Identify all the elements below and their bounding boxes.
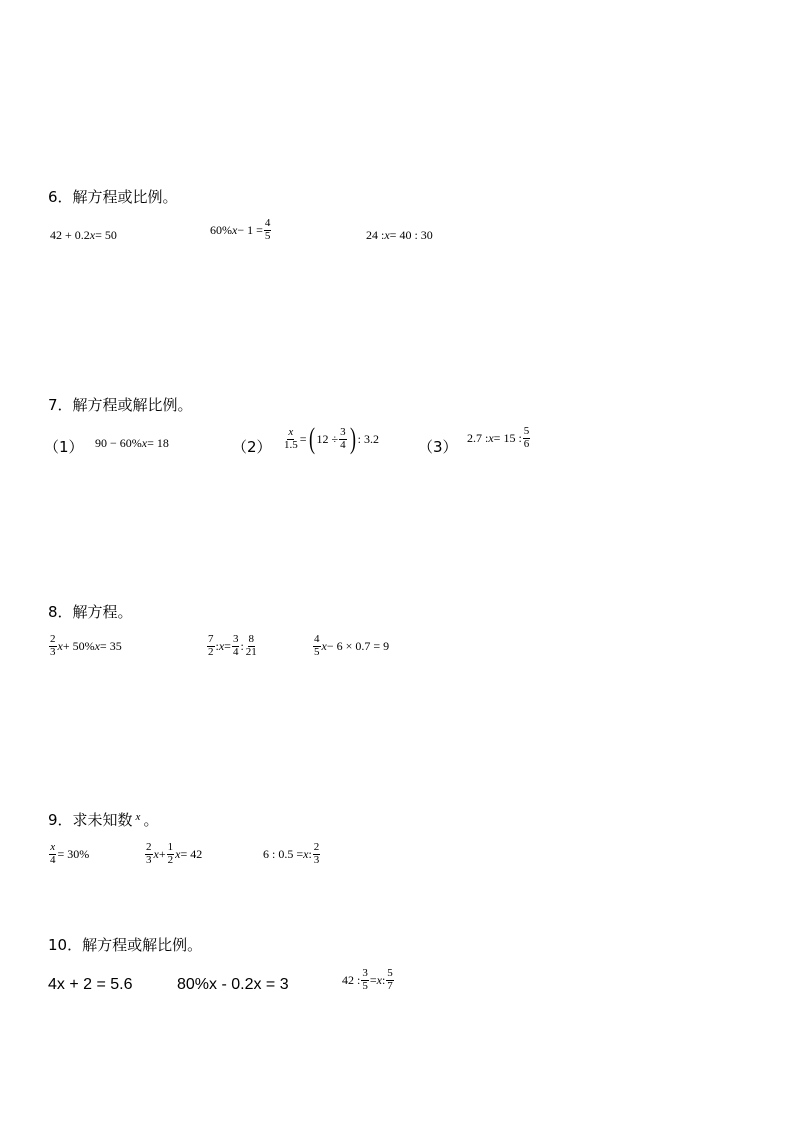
q7-label-2: （2） (232, 438, 272, 456)
q8-equation-2: $\frac{7}{2}$ : x = $\frac{3}{4}$ : $\frac{8}{21}$ (208, 633, 257, 658)
q8-equation-1: $\frac{2}{3}$ x + 50% x = 35 (50, 633, 122, 658)
unknown-x-symbol: x (135, 811, 141, 823)
q6-equation-3: 24 : x = 40 : 30 (366, 228, 433, 242)
q10-equation-2: 80%x - 0.2x = 3 (177, 976, 289, 993)
q7-equation-2: $\frac{x}{1.5}$ = ( 12 ÷ $\frac{3}{4}$ ) : 3.2 (284, 422, 379, 455)
question-8-title: 8．解方程。 (48, 603, 133, 621)
q9-equation-3: 6 : 0.5 = x : $\frac{2}{3}$ (263, 841, 320, 866)
question-10-title: 10．解方程或解比例。 (48, 936, 203, 954)
question-6-title: 6．解方程或比例。 (48, 188, 178, 206)
q10-equation-3: 42 : $\frac{3}{5}$ = x : $\frac{5}{7}$ (342, 967, 393, 992)
q6-equation-1: 42 + 0.2 x = 50 (50, 228, 117, 242)
q7-equation-3: 2.7 : x = 15 : $\frac{5}{6}$ (467, 425, 530, 450)
q7-label-1: （1） (44, 438, 84, 456)
q10-equation-1: 4x + 2 = 5.6 (48, 976, 133, 993)
q7-label-3: （3） (418, 438, 458, 456)
q7-equation-1: 90 − 60% x = 18 (95, 436, 169, 450)
q9-equation-1: $\frac{x}{4}$ = 30% (50, 841, 90, 866)
q9-equation-2: $\frac{2}{3}$ x + $\frac{1}{2}$ x = 42 (146, 841, 203, 866)
question-7-title: 7．解方程或解比例。 (48, 396, 193, 414)
q8-equation-3: $\frac{4}{5}$ x − 6 × 0.7 = 9 (314, 633, 390, 658)
question-9-title: 9．求未知数 $^x$ 。 (48, 811, 159, 829)
q6-equation-2: 60% x − 1 = $\frac{4}{5}$ (210, 217, 271, 242)
